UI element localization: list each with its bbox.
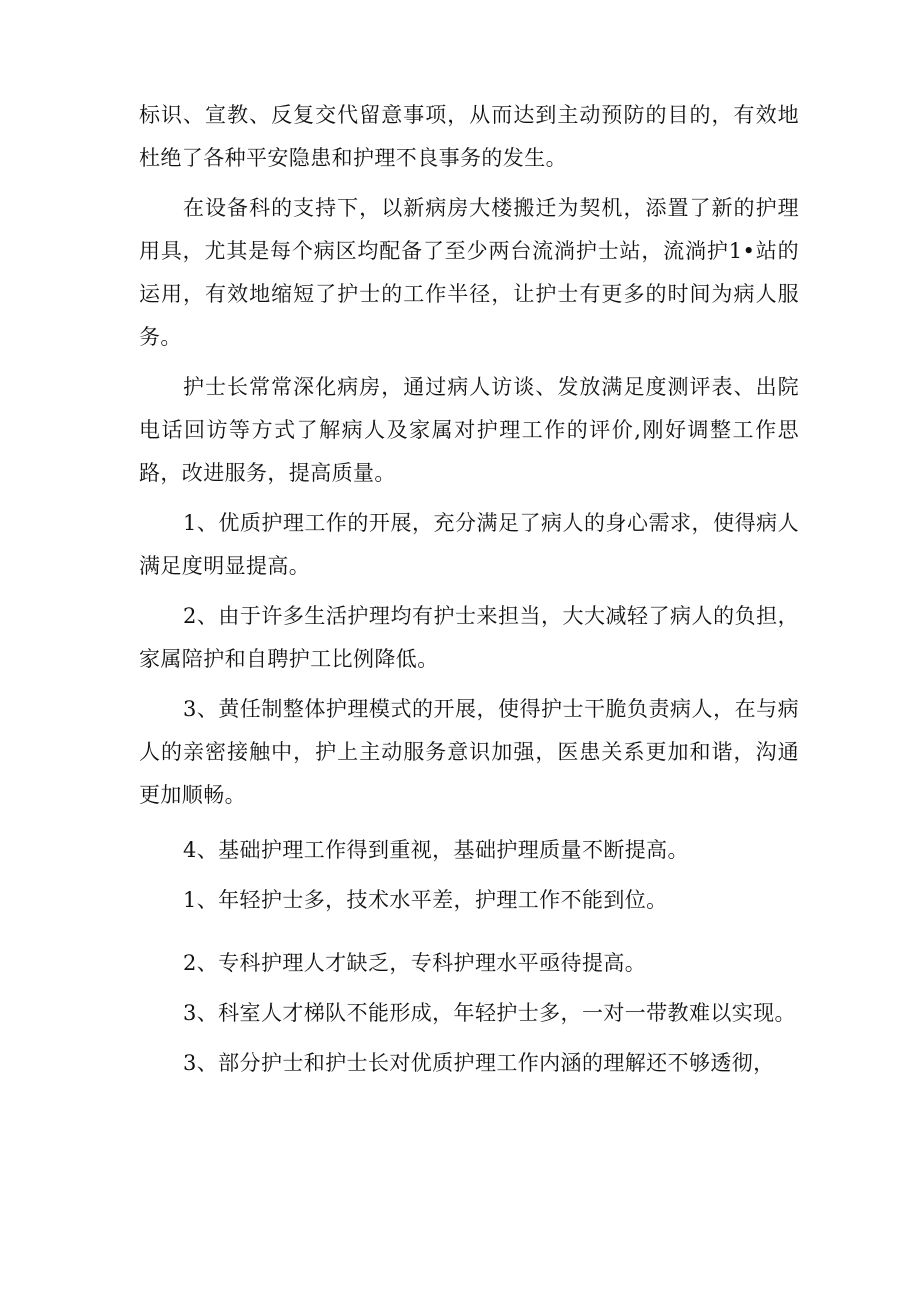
paragraph-result-3: 3、黄任制整体护理模式的开展，使得护士干脆负责病人，在与病人的亲密接触中，护上主动服务意识加强，医患关系更加和谐，沟通更加顺畅。 xyxy=(139,697,799,807)
paragraph-result-2: 2、由于许多生活护理均有护士来担当，大大减轻了病人的负担，家属陪护和自聘护工比例降低。 xyxy=(139,604,799,671)
paragraph-problem-3: 3、科室人才梯队不能形成，年轻护士多，一对一带教难以实现。 xyxy=(183,1001,796,1025)
paragraph-problem-4: 3、部分护士和护士长对优质护理工作内涵的理解还不够透彻， xyxy=(183,1051,775,1075)
paragraph-prevention: 标识、宣教、反复交代留意事项，从而达到主动预防的目的，有效地杜绝了各种平安隐患和护理不良事务的发生。 xyxy=(139,103,799,170)
paragraph-result-1: 1、优质护理工作的开展，充分满足了病人的身心需求，使得病人满足度明显提高。 xyxy=(139,511,799,578)
paragraph-problem-1: 1、年轻护士多，技术水平差，护理工作不能到位。 xyxy=(183,888,668,912)
paragraph-head-nurse: 护士长常常深化病房，通过病人访谈、发放满足度测评表、出院电话回访等方式了解病人及家属对护理工作的评价,刚好调整工作思路，改进服务，提高质量。 xyxy=(139,375,799,485)
paragraph-result-4: 4、基础护理工作得到重视，基础护理质量不断提高。 xyxy=(183,838,689,862)
paragraph-problem-2: 2、专科护理人才缺乏，专科护理水平亟待提高。 xyxy=(183,951,647,975)
paragraph-equipment: 在设备科的支持下，以新病房大楼搬迁为契机，添置了新的护理用具，尤其是每个病区均配备了至少两台流淌护士站，流淌护1•站的运用，有效地缩短了护士的工作半径，让护士有更多的时间为病人服务。 xyxy=(139,196,799,349)
document-body xyxy=(139,94,799,1085)
